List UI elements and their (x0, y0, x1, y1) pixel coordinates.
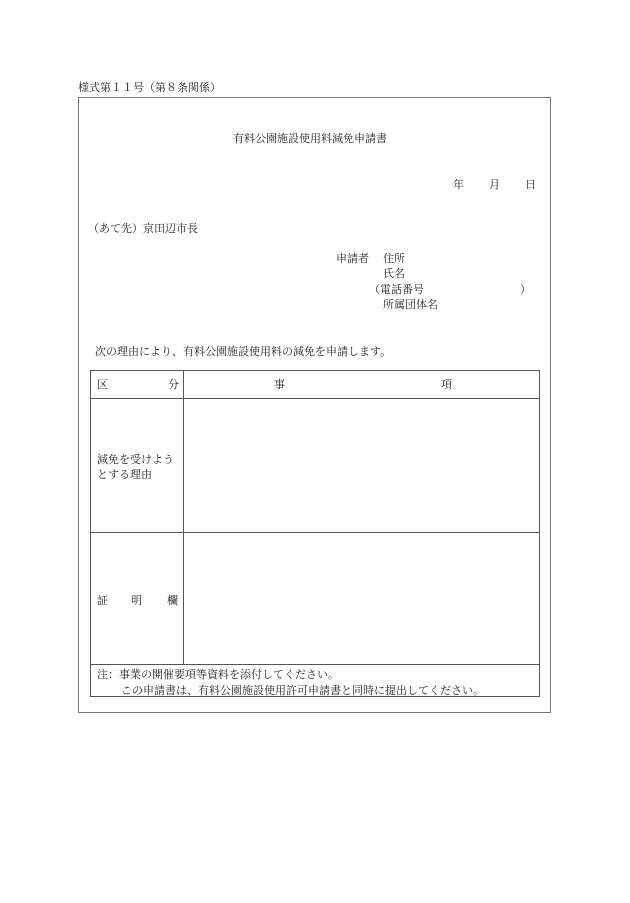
form-number: 様式第１１号（第８条関係） (78, 81, 221, 94)
table-divider (91, 664, 539, 665)
header-category-2: 分 (168, 378, 179, 391)
application-table (90, 370, 540, 697)
intro-text: 次の理由により、有料公園施設使用料の減免を申請します。 (95, 345, 392, 358)
row-reason-label-2: とする理由 (97, 468, 152, 481)
date-month: 月 (489, 178, 500, 191)
row-cert-label-2: 明 (131, 594, 142, 607)
header-item-2: 項 (441, 378, 452, 391)
reason-field[interactable] (184, 399, 539, 532)
applicant-phone-label: （電話番号 (369, 283, 424, 296)
applicant-organization-label: 所属団体名 (383, 298, 438, 311)
header-item-1: 事 (274, 378, 285, 391)
addressee: （あて先）京田辺市長 (88, 222, 198, 235)
applicant-phone-close: ） (520, 283, 531, 296)
note-line-1: 注：事業の開催要項等資料を添付してください。 (97, 668, 339, 681)
date-day: 日 (525, 178, 536, 191)
row-cert-label-1: 証 (97, 594, 108, 607)
applicant-address-label: 住所 (383, 252, 405, 265)
row-reason-label-1: 減免を受けよう (97, 453, 174, 466)
applicant-name-label: 氏名 (383, 267, 405, 280)
form-title: 有料公園施設使用料減免申請書 (233, 132, 387, 145)
certification-field[interactable] (184, 533, 539, 664)
header-category-1: 区 (97, 378, 108, 391)
note-line-2: この申請書は、有料公園施設使用許可申請書と同時に提出してください。 (121, 684, 484, 697)
applicant-label: 申請者 (336, 252, 369, 265)
row-cert-label-3: 欄 (167, 594, 178, 607)
date-year: 年 (453, 178, 464, 191)
